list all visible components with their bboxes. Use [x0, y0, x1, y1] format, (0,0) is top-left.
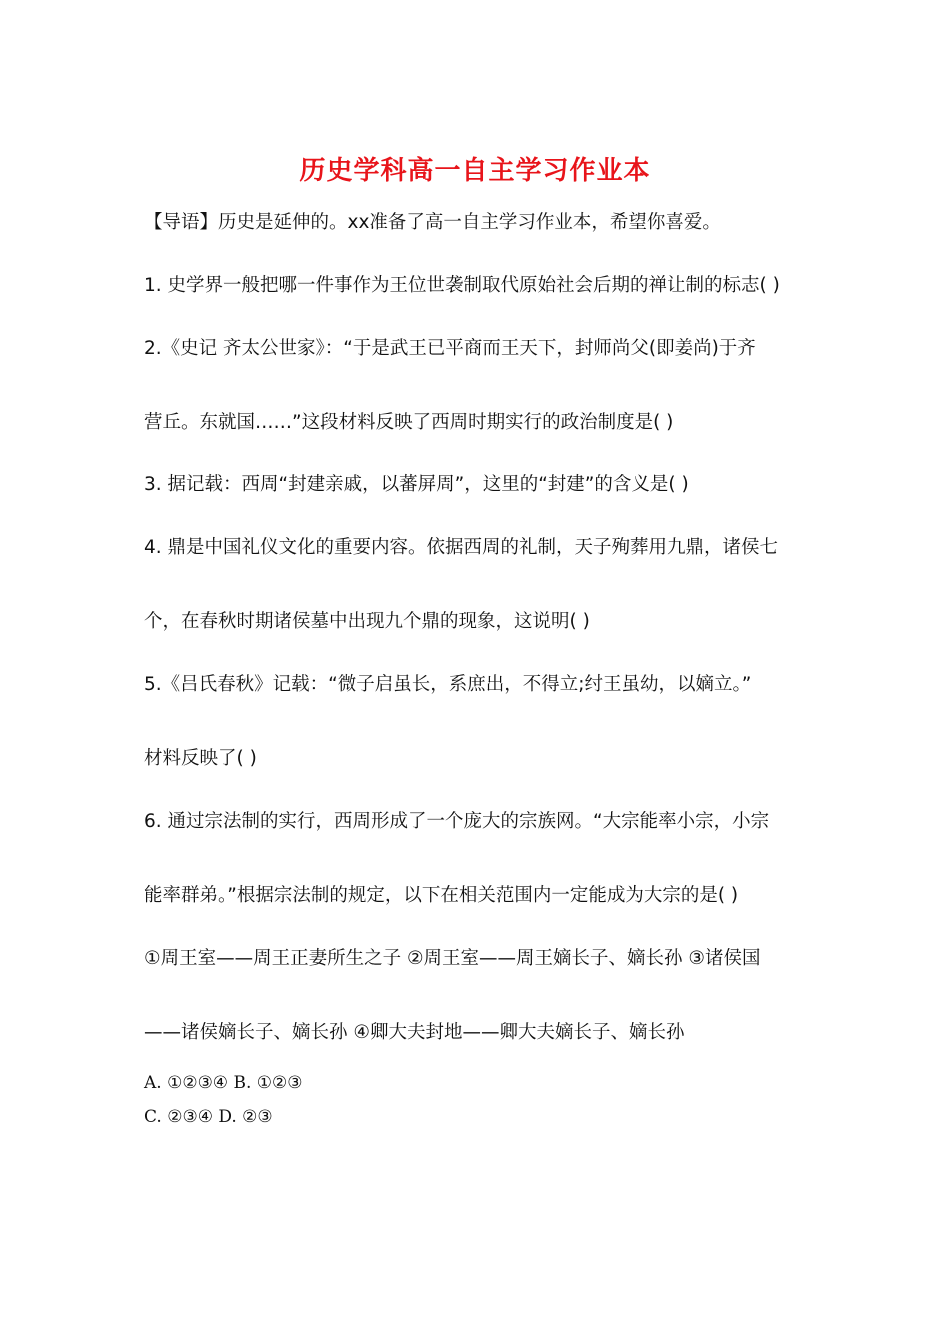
- question-6-statements-line-2: ——诸侯嫡长子、嫡长孙 ④卿大夫封地——卿大夫嫡长子、嫡长孙: [144, 1022, 685, 1043]
- question-1: 1. 史学界一般把哪一件事作为王位世袭制取代原始社会后期的禅让制的标志( ): [144, 275, 780, 296]
- answer-options-row-2: C. ②③④ D. ②③: [144, 1107, 273, 1127]
- intro-paragraph: 【导语】历史是延伸的。xx准备了高一自主学习作业本，希望你喜爱。: [144, 212, 721, 233]
- question-6-line-2: 能率群弟。”根据宗法制的规定，以下在相关范围内一定能成为大宗的是( ): [144, 885, 739, 906]
- answer-options-row-1: A. ①②③④ B. ①②③: [144, 1073, 303, 1093]
- question-5-line-1: 5.《吕氏春秋》记载：“微子启虽长，系庶出，不得立;纣王虽幼，以嫡立。”: [144, 674, 752, 695]
- question-4-line-1: 4. 鼎是中国礼仪文化的重要内容。依据西周的礼制，天子殉葬用九鼎，诸侯七: [144, 537, 779, 558]
- document-title: 历史学科高一自主学习作业本: [299, 156, 651, 186]
- question-6-statements-line-1: ①周王室——周王正妻所生之子 ②周王室——周王嫡长子、嫡长孙 ③诸侯国: [144, 948, 761, 969]
- question-2-line-2: 营丘。东就国……”这段材料反映了西周时期实行的政治制度是( ): [144, 412, 674, 433]
- question-3: 3. 据记载：西周“封建亲戚，以蕃屏周”，这里的“封建”的含义是( ): [144, 474, 689, 495]
- question-5-line-2: 材料反映了( ): [144, 748, 257, 769]
- question-4-line-2: 个，在春秋时期诸侯墓中出现九个鼎的现象，这说明( ): [144, 611, 590, 632]
- question-6-line-1: 6. 通过宗法制的实行，西周形成了一个庞大的宗族网。“大宗能率小宗，小宗: [144, 811, 770, 832]
- question-2-line-1: 2.《史记 齐太公世家》：“于是武王已平商而王天下，封师尚父(即姜尚)于齐: [144, 338, 756, 359]
